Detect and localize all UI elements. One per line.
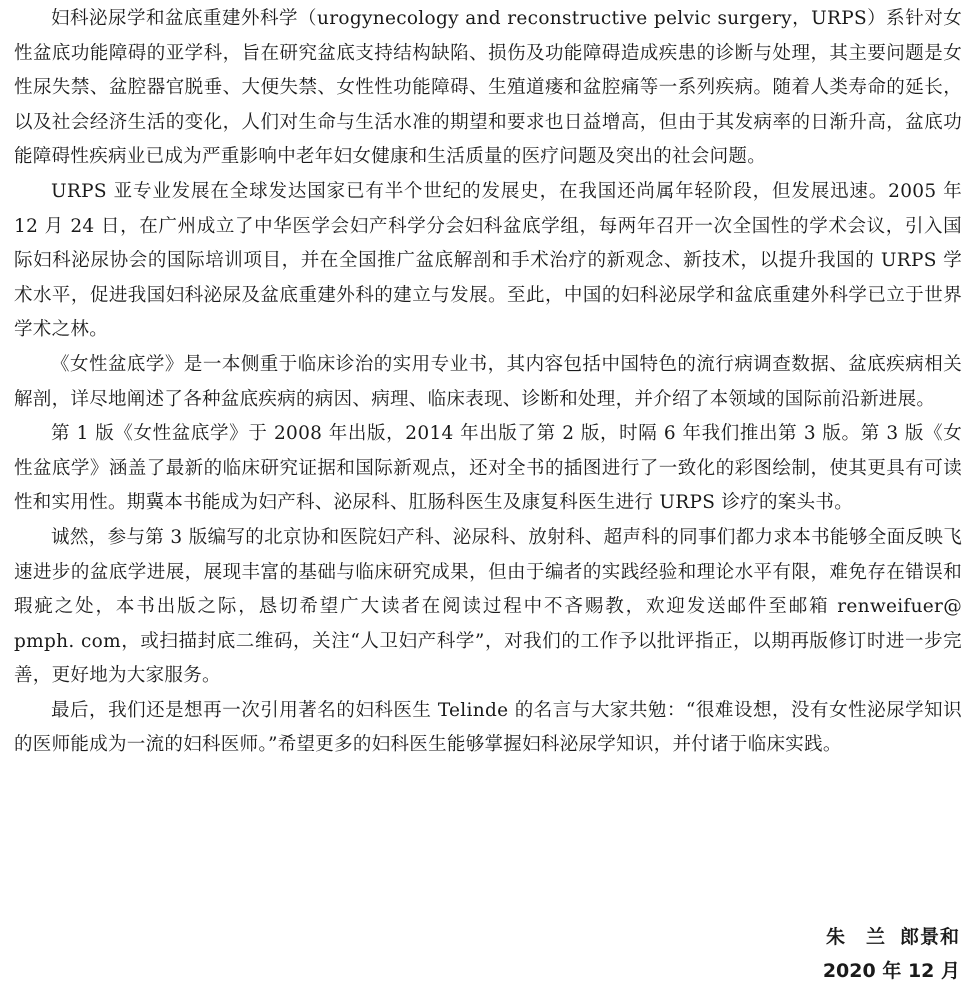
preface-body [14, 2, 962, 763]
paragraph-closing-quote: 最后，我们还是想再一次引用著名的妇科医生 Telinde 的名言与大家共勉：“很难设想，没有女性泌尿学知识的医师能成为一流的妇科医师。”希望更多的妇科医生能够掌握妇科泌尿学知识，并付诸于临床实践。 [14, 699, 962, 756]
paragraph-urps-development: URPS 亚专业发展在全球发达国家已有半个世纪的发展史，在我国还尚属年轻阶段，但发展迅速。2005 年 12 月 24 日，在广州成立了中华医学会妇产科学分会妇科盆底学组，每两年召开一次全国性的学术会议，引入国际妇科泌尿协会的国际培训项目，并在全国推广盆底解剖和手术治疗的新观念、新技术，以提升我国的 URPS 学术水平，促进我国妇科泌尿及盆底重建外科的建立与发展。至此，中国的妇科泌尿学和盆底重建外科学已立于世界学术之林。 [14, 180, 962, 341]
paragraph-urps-definition: 妇科泌尿学和盆底重建外科学（urogynecology and reconstructive pelvic surgery，URPS）系针对女性盆底功能障碍的亚学科，旨在研究盆底支持结构缺陷、损伤及功能障碍造成疾患的诊断与处理，其主要问题是女性尿失禁、盆腔器官脱垂、大便失禁、女性性功能障碍、生殖道瘘和盆腔痛等一系列疾病。随着人类寿命的延长，以及社会经济生活的变化，人们对生命与生活水准的期望和要求也日益增高，但由于其发病率的日渐升高，盆底功能障碍性疾病业已成为严重影响中老年妇女健康和生活质量的医疗问题及突出的社会问题。 [14, 8, 962, 168]
signature-authors [823, 920, 960, 954]
signature-author-2: 郎景和 [899, 926, 960, 948]
signature-date: 2020 年 12 月 [822, 960, 960, 982]
paragraph-edition-history: 第 1 版《女性盆底学》于 2008 年出版，2014 年出版了第 2 版，时隔 6 年我们推出第 3 版。第 3 版《女性盆底学》涵盖了最新的临床研究证据和国际新观点，还对全书的插图进行了一致化的彩图绘制，使其更具有可读性和实用性。期冀本书能成为妇产科、泌尿科、肛肠科医生及康复科医生进行 URPS 诊疗的案头书。 [14, 423, 962, 514]
paragraph-feedback-request: 诚然，参与第 3 版编写的北京协和医院妇产科、泌尿科、放射科、超声科的同事们都力求本书能够全面反映飞速进步的盆底学进展，展现丰富的基础与临床研究成果，但由于编者的实践经验和理论水平有限，难免存在错误和瑕疵之处，本书出版之际，恳切希望广大读者在阅读过程中不吝赐教，欢迎发送邮件至邮箱 renweifuer@ pmph. com，或扫描封底二维码，关注“人卫妇产科学”，对我们的工作予以批评指正，以期再版修订时进一步完善，更好地为大家服务。 [14, 526, 962, 687]
signature-author-1: 朱 兰 [825, 926, 886, 948]
paragraph-book-content: 《女性盆底学》是一本侧重于临床诊治的实用专业书，其内容包括中国特色的流行病调查数据、盆底疾病相关解剖，详尽地阐述了各种盆底疾病的病因、病理、临床表现、诊断和处理，并介绍了本领域的国际前沿新进展。 [14, 353, 962, 410]
signature-block [823, 920, 960, 988]
